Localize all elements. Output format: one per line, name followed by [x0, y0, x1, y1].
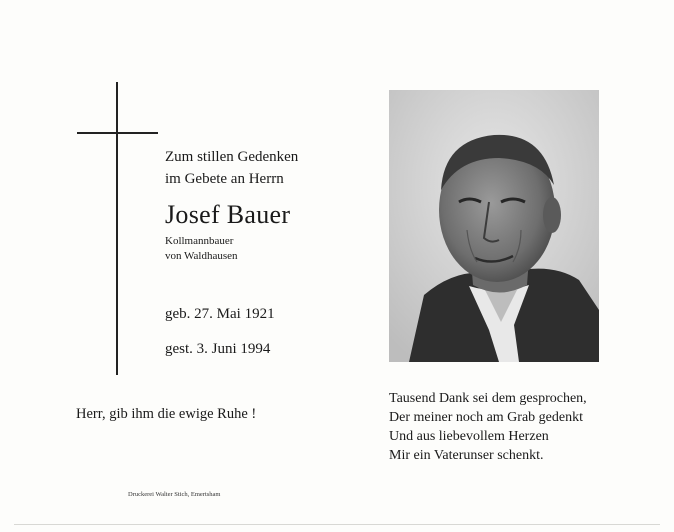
cross-horizontal-bar — [77, 132, 158, 134]
deceased-subtitle — [165, 234, 238, 264]
verse-line-1: Tausend Dank sei dem gesprochen, — [389, 391, 587, 406]
death-date: gest. 3. Juni 1994 — [165, 341, 271, 357]
birth-date: geb. 27. Mai 1921 — [165, 306, 275, 322]
prayer-text: Herr, gib ihm die ewige Ruhe ! — [76, 406, 257, 422]
subtitle-line-1: Kollmannbauer — [165, 235, 234, 247]
printer-credit: Druckerei Walter Stich, Emertsham — [128, 491, 221, 498]
portrait-photo — [389, 90, 599, 362]
subtitle-line-2: von Waldhausen — [165, 250, 238, 262]
dedication-line-2: im Gebete an Herrn — [165, 171, 284, 187]
verse-line-2: Der meiner noch am Grab gedenkt — [389, 410, 583, 425]
cross-vertical-bar — [116, 82, 118, 375]
verse-line-4: Mir ein Vaterunser schenkt. — [389, 448, 544, 463]
deceased-name: Josef Bauer — [165, 200, 291, 229]
dedication-text — [165, 146, 298, 190]
memorial-verse — [389, 389, 587, 465]
dedication-line-1: Zum stillen Gedenken — [165, 149, 299, 165]
verse-line-3: Und aus liebevollem Herzen — [389, 429, 549, 444]
